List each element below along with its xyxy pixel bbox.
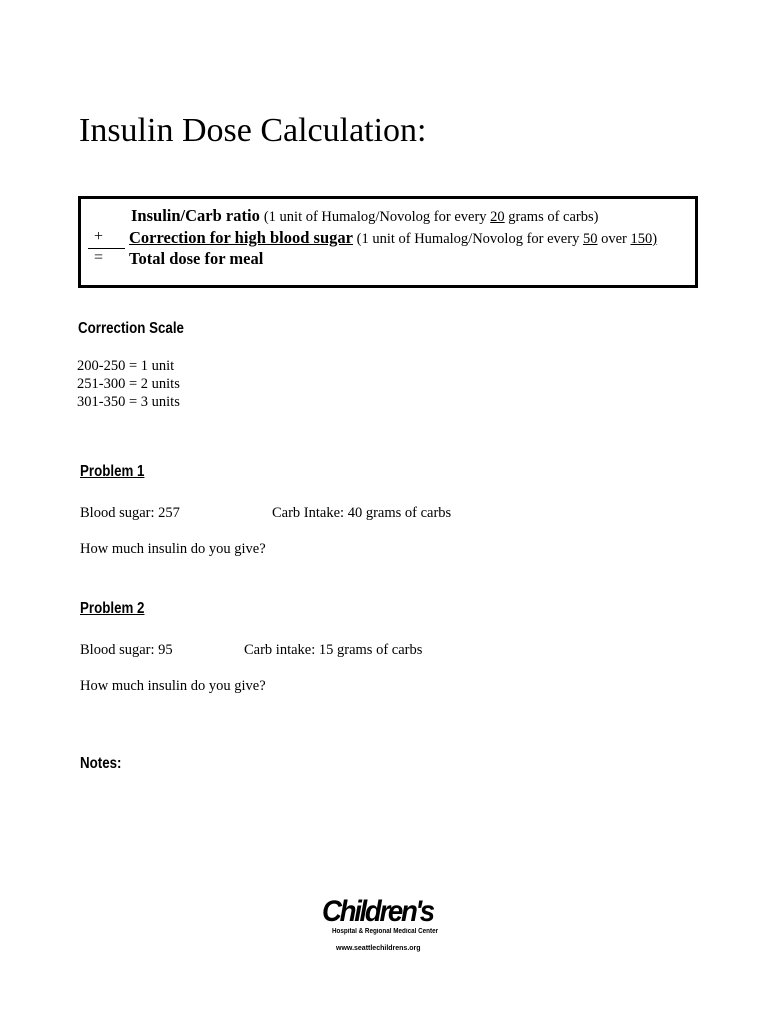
problem-2-blood-sugar: Blood sugar: 95: [80, 642, 173, 658]
problem-1-heading: Problem 1: [80, 463, 145, 480]
problem-2-heading: Problem 2: [80, 600, 145, 617]
carb-ratio-value: 20: [490, 209, 505, 225]
problem-1-question: How much insulin do you give?: [80, 541, 266, 557]
carb-ratio-term: Insulin/Carb ratio: [131, 206, 260, 225]
page-title: Insulin Dose Calculation:: [79, 112, 427, 149]
problem-1-blood-sugar: Blood sugar: 257: [80, 505, 180, 521]
problem-2-carb-intake: Carb intake: 15 grams of carbs: [244, 642, 423, 658]
correction-description-mid: over: [597, 231, 631, 247]
problem-1-carb-intake: Carb Intake: 40 grams of carbs: [272, 505, 452, 521]
correction-target-value: 150): [630, 231, 658, 247]
formula-operator-equals: =: [94, 249, 104, 266]
total-dose-term: Total dose for meal: [129, 249, 264, 268]
logo-subtitle: Hospital & Regional Medical Center: [332, 928, 439, 935]
carb-ratio-description-end: grams of carbs): [504, 209, 599, 225]
correction-term: Correction for high blood sugar: [129, 228, 353, 247]
formula-operator-plus: +: [94, 228, 104, 245]
scale-item: 301-350 = 3 units: [77, 394, 180, 410]
childrens-hospital-logo: [322, 895, 452, 965]
scale-item: 200-250 = 1 unit: [77, 358, 175, 374]
correction-open-paren: (: [352, 231, 362, 247]
notes-heading: Notes:: [80, 755, 122, 772]
carb-ratio-description: 1 unit of Humalog/Novolog for every: [268, 209, 491, 225]
carb-ratio-open-paren: (: [263, 209, 269, 225]
correction-scale-heading: Correction Scale: [78, 320, 184, 337]
correction-factor-value: 50: [582, 231, 598, 247]
problem-2-question: How much insulin do you give?: [80, 678, 266, 694]
logo-url: www.seattlechildrens.org: [336, 945, 421, 952]
formula-box: [78, 196, 698, 288]
correction-description: 1 unit of Humalog/Novolog for every: [361, 231, 583, 247]
logo-wordmark: Children's: [322, 895, 433, 928]
scale-item: 251-300 = 2 units: [77, 376, 180, 392]
